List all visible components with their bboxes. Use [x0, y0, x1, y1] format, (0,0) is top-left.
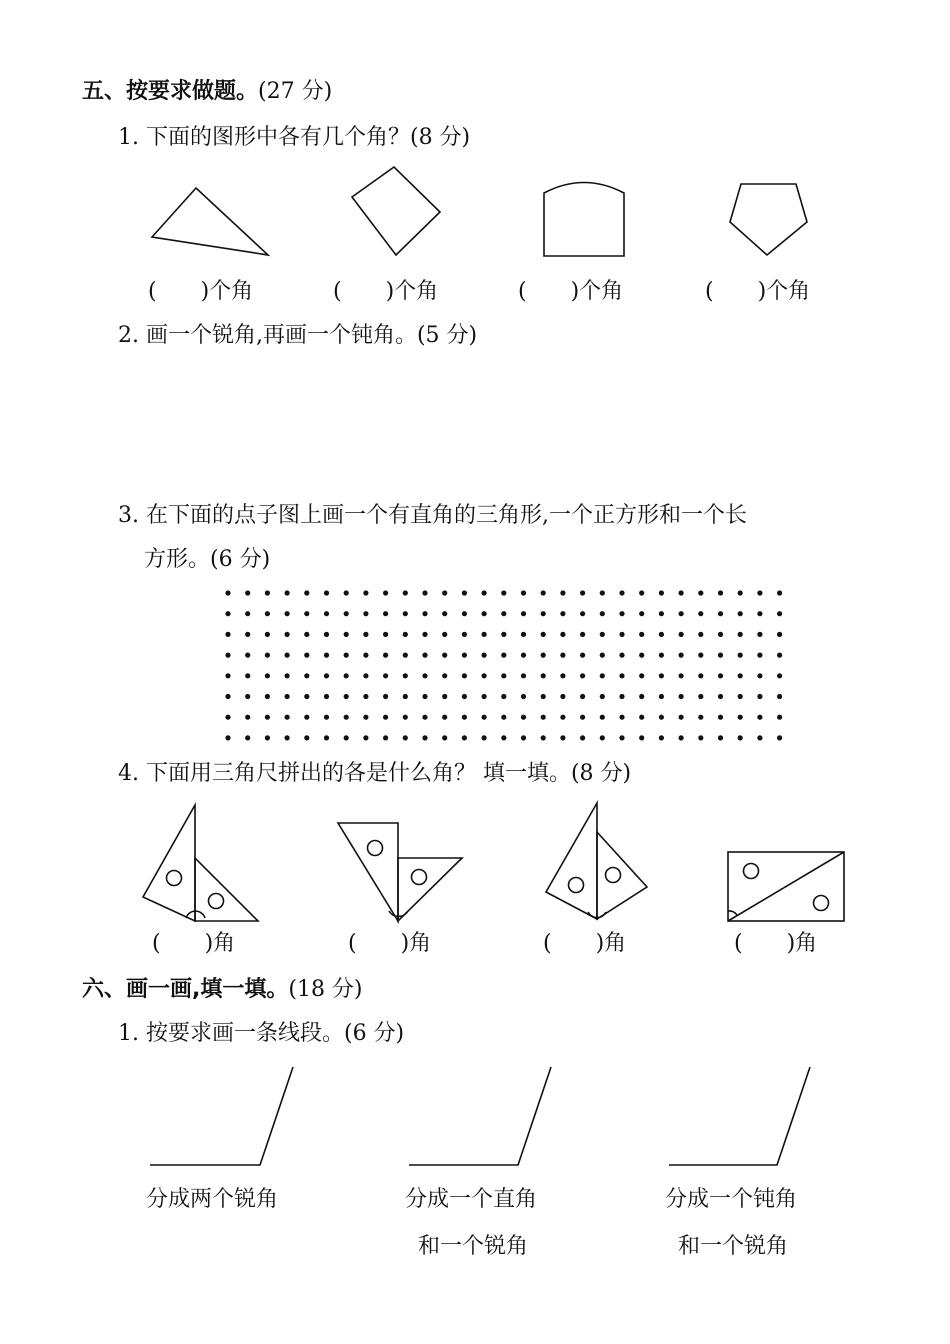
caption-3-line2: 和一个锐角 [678, 1234, 789, 1259]
angle-answer-3[interactable]: ( )角 [543, 931, 627, 956]
answer-blank-2[interactable]: ( )个角 [333, 279, 439, 304]
angle-answer-1[interactable]: ( )角 [152, 931, 236, 956]
caption-2-line2: 和一个锐角 [418, 1234, 529, 1259]
caption-1-line1: 分成两个锐角 [146, 1187, 279, 1212]
angle-figure-2 [409, 1067, 551, 1165]
answer-blank-1[interactable]: ( )个角 [148, 279, 254, 304]
angle-answer-2[interactable]: ( )角 [348, 931, 432, 956]
section6-title: 六、画一画,填一填。(18 分) [82, 977, 363, 1002]
angle-figure-3 [669, 1067, 810, 1165]
answer-blank-4[interactable]: ( )个角 [705, 279, 811, 304]
angle-figure-1 [150, 1067, 293, 1165]
section5-title: 五、按要求做题。(27 分) [82, 79, 333, 104]
question-5-1: 1. 下面的图形中各有几个角？(8 分) [118, 125, 471, 150]
caption-3-line1: 分成一个钝角 [665, 1187, 798, 1212]
question-5-3-line1: 3. 在下面的点子图上画一个有直角的三角形,一个正方形和一个长 [118, 503, 747, 528]
question-5-4: 4. 下面用三角尺拼出的各是什么角？ 填一填。(8 分) [118, 761, 632, 786]
angle-answer-4[interactable]: ( )角 [734, 931, 818, 956]
caption-2-line1: 分成一个直角 [405, 1187, 538, 1212]
question-6-1: 1. 按要求画一条线段。(6 分) [118, 1021, 405, 1046]
answer-blank-3[interactable]: ( )个角 [518, 279, 624, 304]
question-5-2: 2. 画一个锐角,再画一个钝角。(5 分) [118, 323, 478, 348]
question-5-3-line2: 方形。(6 分) [144, 547, 271, 572]
